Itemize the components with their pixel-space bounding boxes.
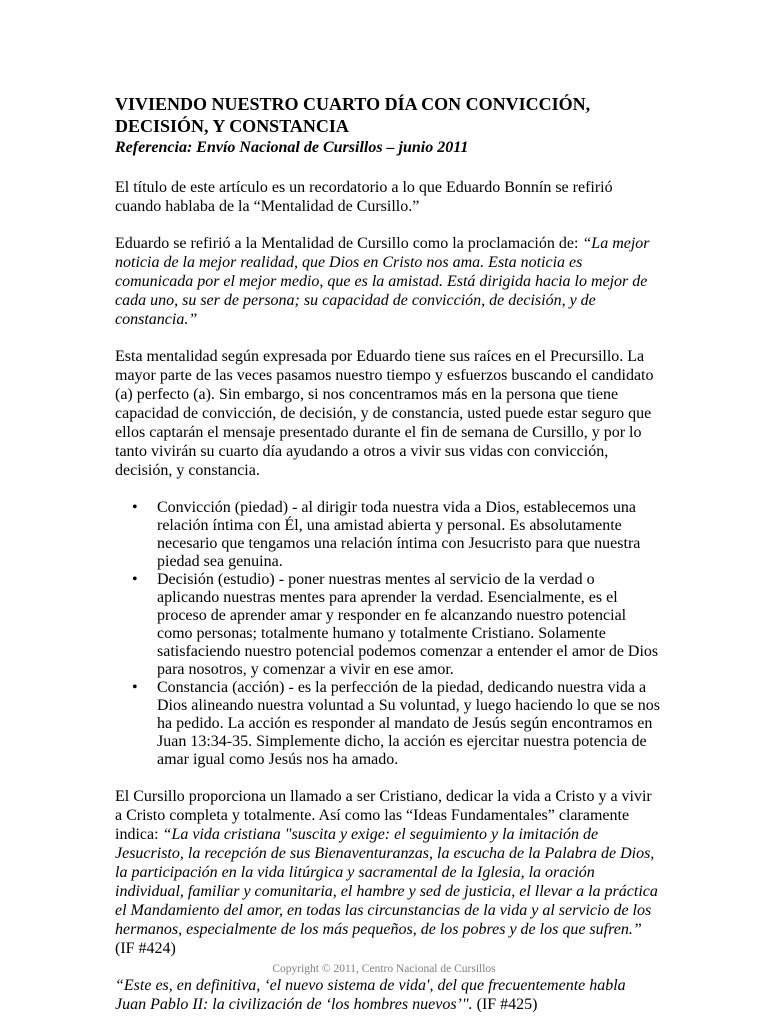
title-line-2: DECISIÓN, Y CONSTANCIA: [115, 116, 349, 136]
paragraph-intro: El título de este artículo es un recordatorio a lo que Eduardo Bonnín se refirió cuando hablaba de la “Mentalidad de Cursillo.”: [115, 179, 613, 215]
paragraph-llamado-lead: El Cursillo proporciona un llamado a ser Cristiano, dedicar la vida a Cristo y a vivir a Cristo completa y totalmente. Así como las “Ideas Fundamentales” claramente indica:: [115, 788, 652, 843]
bullet-icon: •: [132, 571, 138, 588]
paragraph-llamado-ref: (IF #424): [115, 940, 176, 957]
document-title: [115, 93, 660, 137]
paragraph-llamado: [115, 787, 660, 958]
paragraph-mentalidad-quote: “La mejor noticia de la mejor realidad, que Dios en Cristo nos ama. Esta noticia es comunicada por el mejor medio, que es la amistad. Está dirigida hacia lo mejor de cada uno, su ser de persona; su capacidad de convicción, de decisión, y de constancia.”: [115, 235, 650, 328]
list-item-text: Decisión (estudio) - poner nuestras mentes al servicio de la verdad o aplicando nuestras mentes para aprender la verdad. Esencialmente, es el proceso de aprender amar y responder en fe alcanzando nuestro potencial como personas; totalmente humano y totalmente Cristiano. Solamente satisfaciendo nuestro potencial podemos comenzar a entender el amor de Dios para nosotros, y comenzar a vivir en ese amor.: [157, 571, 659, 678]
list-item: [115, 571, 660, 679]
copyright-footer: Copyright © 2011, Centro Nacional de Cursillos: [272, 963, 496, 975]
paragraph-mentalidad: [115, 234, 660, 329]
paragraph-nuevo-sistema-ref: (IF #425): [472, 996, 538, 1013]
reference-line: Referencia: Envío Nacional de Cursillos – junio 2011: [115, 139, 469, 156]
document-page: [115, 93, 660, 1014]
pillars-list: [115, 499, 660, 769]
list-item: [115, 679, 660, 769]
paragraph-mentalidad-lead: Eduardo se refirió a la Mentalidad de Cursillo como la proclamación de:: [115, 235, 583, 252]
bullet-icon: •: [132, 679, 138, 696]
paragraph-precursillo: Esta mentalidad según expresada por Eduardo tiene sus raíces en el Precursillo. La mayor parte de las veces pasamos nuestro tiempo y esfuerzos buscando el candidato (a) perfecto (a). Sin embargo, si nos concentramos más en la persona que tiene capacidad de convicción, de decisión, y de constancia, usted puede estar seguro que ellos captarán el mensaje presentado durante el fin de semana de Cursillo, y por lo tanto vivirán su cuarto día ayudando a otros a vivir sus vidas con convicción, decisión, y constancia.: [115, 348, 654, 479]
paragraph-nuevo-sistema-quote: “Este es, en definitiva, ‘el nuevo sistema de vida', del que frecuentemente habla Juan Pablo II: la civilización de ‘los hombres nuevos’".: [115, 977, 626, 1013]
paragraph-llamado-quote: “La vida cristiana "suscita y exige: el seguimiento y la imitación de Jesucristo, la recepción de sus Bienaventuranzas, la escucha de la Palabra de Dios, la participación en la vida litúrgica y sacramental de la Iglesia, la oración individual, familiar y comunitaria, el hambre y sed de justicia, el llevar a la práctica el Mandamiento del amor, en todas las circunstancias de la vida y al servicio de los hermanos, especialmente de los más pequeños, de los pobres y de los que sufren.”: [115, 826, 658, 938]
bullet-icon: •: [132, 499, 138, 516]
list-item-text: Constancia (acción) - es la perfección de la piedad, dedicando nuestra vida a Dios alineando nuestra voluntad a Su voluntad, y luego haciendo lo que se nos ha pedido. La acción es responder al mandato de Jesús según encontramos en Juan 13:34-35. Simplemente dicho, la acción es ejercitar nuestra potencia de amar igual como Jesús nos ha amado.: [157, 679, 661, 768]
list-item: [115, 499, 660, 571]
title-line-1: VIVIENDO NUESTRO CUARTO DÍA CON CONVICCIÓN,: [115, 94, 591, 114]
list-item-text: Convicción (piedad) - al dirigir toda nuestra vida a Dios, establecemos una relación íntima con Él, una amistad abierta y personal. Es absolutamente necesario que tengamos una relación íntima con Jesucristo para que nuestra piedad sea genuina.: [157, 499, 641, 570]
paragraph-nuevo-sistema: [115, 976, 660, 1014]
